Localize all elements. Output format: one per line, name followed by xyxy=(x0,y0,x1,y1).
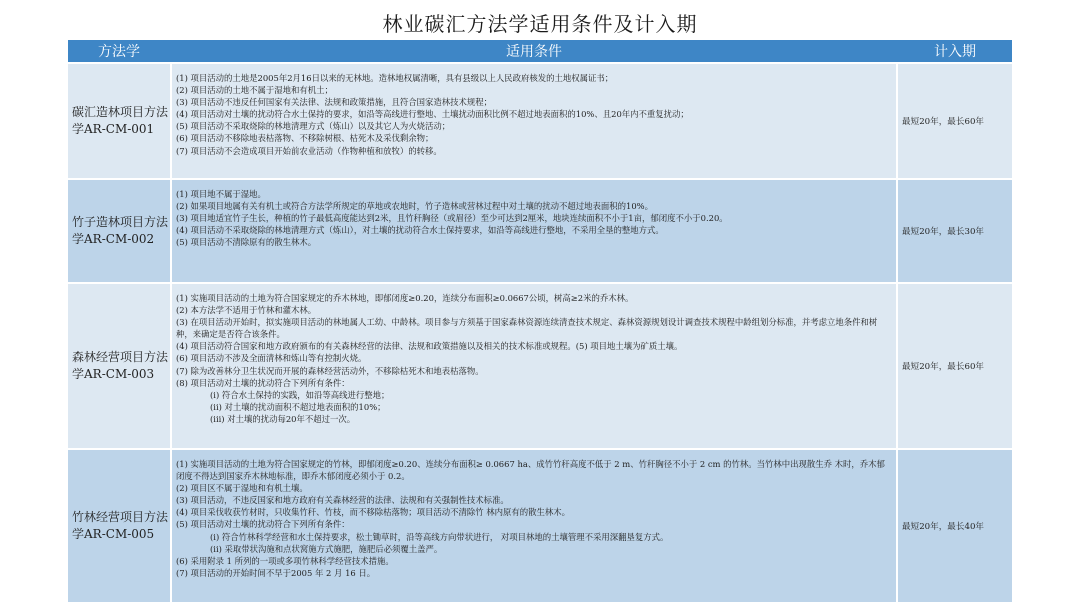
table-header-row xyxy=(68,40,1012,62)
condition-subitem: (i) 符合竹林科学经营和水土保持要求，松土锄草时，沿等高线方向带状进行， 对项目林地的土壤管理不采用深翻垦复方式。 xyxy=(210,531,669,542)
condition-item: (4) 项目活动对土壤的扰动符合水土保持的要求，如沿等高线进行整地、土壤扰动面积比例不超过地表面积的10%、且20年内不重复扰动； xyxy=(176,109,689,120)
condition-item: (3) 项目活动不违反任何国家有关法律、法规和政策措施，且符合国家造林技术规程； xyxy=(176,97,493,108)
condition-item: (2) 本方法学不适用于竹林和灌木林。 xyxy=(176,305,317,316)
condition-item: (5) 项目活动对土壤的扰动符合下列所有条件： xyxy=(176,519,350,530)
period-cell: 最短20年，最长30年 xyxy=(898,180,1012,282)
condition-item: (3) 项目活动，不违反国家和地方政府有关森林经营的法律、法规和有关强制性技术标准。 xyxy=(176,495,509,506)
method-cell: 森林经营项目方法学AR-CM-003 xyxy=(68,284,170,448)
conditions-cell xyxy=(172,64,896,178)
condition-item: (2) 如果项目地属有关有机土或符合方法学所规定的草地或农地时，竹子造林或营林过程中对土壤的扰动不超过地表面积的10%。 xyxy=(176,201,654,212)
condition-item: (1) 项目活动的土地是2005年2月16日以来的无林地。造林地权属清晰，具有县级以上人民政府核发的土地权属证书； xyxy=(176,73,614,83)
header-period: 计入期 xyxy=(934,44,976,60)
header-conditions: 适用条件 xyxy=(506,44,562,60)
method-cell: 碳汇造林项目方法学AR-CM-001 xyxy=(68,64,170,178)
header-method: 方法学 xyxy=(98,44,140,60)
table-row xyxy=(68,450,1012,602)
conditions-cell xyxy=(172,450,896,602)
period-cell: 最短20年，最长60年 xyxy=(898,64,1012,178)
condition-item: (6) 项目活动不移除地表枯落物、不移除树根、枯死木及采伐剩余物； xyxy=(176,133,434,144)
condition-item: (1) 实施项目活动的土地为符合国家规定的乔木林地，即郁闭度≥0.20，连续分布面积≥0.0667公顷，树高≥2米的乔木林。 xyxy=(176,293,634,303)
condition-subitem: (i) 符合水土保持的实践，如沿等高线进行整地； xyxy=(210,389,390,400)
condition-item: (7) 项目活动不会造成项目开始前农业活动（作物种植和放牧）的转移。 xyxy=(176,145,442,156)
condition-item: (3) 项目地适宜竹子生长，种植的竹子最低高度能达到2米，且竹秆胸径（或眉径）至少可达到2厘米，地块连续面积不小于1亩，郁闭度不小于0.20。 xyxy=(176,213,728,224)
condition-item: (4) 项目活动不采取烧除的林地清理方式（炼山），对土壤的扰动符合水土保持要求，如沿等高线进行整地，不采用全垦的整地方式。 xyxy=(176,225,664,236)
conditions-cell xyxy=(172,180,896,282)
condition-item: (4) 项目采伐收获竹材时，只收集竹秆、竹枝，而不移除枯落物；项目活动不清除竹 林内原有的散生林木。 xyxy=(176,507,571,518)
method-cell: 竹子造林项目方法学AR-CM-002 xyxy=(68,180,170,282)
condition-item: (3) 在项目活动开始时，拟实施项目活动的林地属人工幼、中龄林。项目参与方须基于国家森林资源连续清查技术规定、森林资源规划设计调查技术规程中龄组划分标准，并考虑立地条件和树种，来确定是否符合该条件。 xyxy=(176,317,878,340)
condition-subitem: (ii) 对土壤的扰动面积不超过地表面积的10%； xyxy=(210,401,386,412)
condition-item: (2) 项目区不属于湿地和有机土壤。 xyxy=(176,483,308,494)
table-row xyxy=(68,284,1012,448)
condition-item: (5) 项目活动不清除原有的散生林木。 xyxy=(176,237,317,248)
methodology-table xyxy=(68,40,1012,604)
condition-item: (2) 项目活动的土地不属于湿地和有机土； xyxy=(176,85,333,96)
condition-item: (1) 项目地不属于湿地。 xyxy=(176,189,266,199)
condition-item: (5) 项目活动不采取烧除的林地清理方式（炼山）以及其它人为火烧活动； xyxy=(176,121,451,132)
page-title: 林业碳汇方法学适用条件及计入期 xyxy=(382,12,698,36)
period-cell: 最短20年，最长40年 xyxy=(898,450,1012,602)
condition-item: (7) 除为改善林分卫生状况而开展的森林经营活动外，不移除枯死木和地表枯落物。 xyxy=(176,365,484,376)
condition-subitem: (ii) 采取带状沟施和点状窝施方式施肥，施肥后必须覆土盖严。 xyxy=(210,543,443,554)
method-cell: 竹林经营项目方法学AR-CM-005 xyxy=(68,450,170,602)
condition-item: (1) 实施项目活动的土地为符合国家规定的竹林，即郁闭度≥0.20、连续分布面积≥ 0.0667 ha、成竹竹秆高度不低于 2 m、竹秆胸径不小于 2 cm 的竹林。当竹林中出现散生乔 木时，乔木郁闭度不得达到国家乔木林地标准，即乔木郁闭度必须小于 0.2。 xyxy=(176,459,885,482)
table-row xyxy=(68,64,1012,178)
condition-subitem: (iii) 对土壤的扰动每20年不超过一次。 xyxy=(210,413,356,424)
condition-item: (6) 采用附录 1 所列的一项或多项竹林科学经营技术措施。 xyxy=(176,555,394,566)
condition-item: (8) 项目活动对土壤的扰动符合下列所有条件： xyxy=(176,377,350,388)
condition-item: (4) 项目活动符合国家和地方政府颁布的有关森林经营的法律、法规和政策措施以及相关的技术标准或规程。(5) 项目地土壤为矿质土壤。 xyxy=(176,341,683,352)
condition-item: (6) 项目活动不涉及全面清林和炼山等有控制火烧。 xyxy=(176,353,367,364)
period-cell: 最短20年，最长60年 xyxy=(898,284,1012,448)
table-row xyxy=(68,180,1012,282)
condition-item: (7) 项目活动的开始时间不早于2005 年 2 月 16 日。 xyxy=(176,567,376,578)
conditions-cell xyxy=(172,284,896,448)
